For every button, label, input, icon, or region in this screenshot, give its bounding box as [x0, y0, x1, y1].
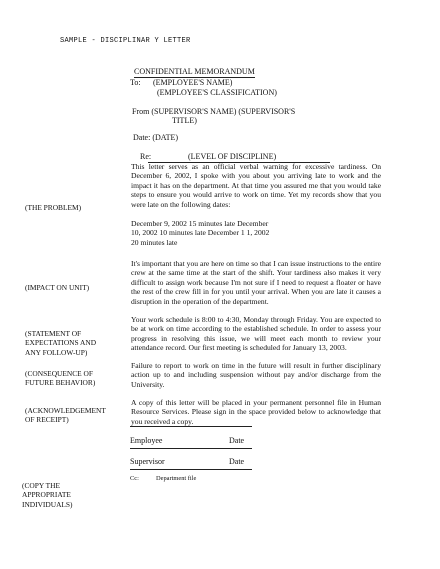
memo-title: CONFIDENTIAL MEMORANDUM	[134, 67, 255, 76]
paragraph-problem: This letter serves as an official verbal warning for excessive tardiness. On December 6, 2002, I spoke with you about you arriving late to work and the impact it has on the department. At that time you assured me that you would take steps to ensure you would arrive to work on time. Yet my records show that you were late on the following dates:	[131, 162, 381, 209]
cc-label: Cc:	[130, 475, 139, 482]
document-header: SAMPLE - DISCIPLINAR Y LETTER	[60, 37, 191, 45]
cc-value: Department file	[156, 475, 197, 482]
label-statement: (STATEMENT OF EXPECTATIONS AND ANY FOLLOW-UP)	[25, 329, 97, 357]
to-classification: (EMPLOYEE'S CLASSIFICATION)	[157, 88, 277, 97]
signature-line-top	[130, 426, 252, 427]
label-acknowledgement: (ACKNOWLEDGEMENT OF RECEIPT)	[25, 406, 106, 425]
signature-line-employee	[130, 448, 252, 449]
paragraph-consequence: Failure to report to work on time in the future will result in further disciplinary action up to and including suspension without pay and/or discharge from the University.	[131, 361, 381, 389]
supervisor-label: Supervisor	[130, 457, 165, 466]
to-label: To:	[130, 78, 141, 87]
paragraph-impact: It's important that you are here on time so that I can issue instructions to the entire crew at the same time at the start of the shift. Your tardiness also makes it very difficult to assign work because I'm not sure if I need to request a floater or have the rest of the crew fill in for you until your arrival. When you are late it causes a disruption in the operation of the department.	[131, 259, 381, 306]
late-dates: December 9, 2002 15 minutes late December 10, 2002 10 minutes late December 1 1, 2002 20 minutes late	[131, 219, 270, 247]
label-problem: (THE PROBLEM)	[25, 203, 82, 212]
paragraph-statement: Your work schedule is 8:00 to 4:30, Monday through Friday. You are expected to be at work on time according to the established schedule. In order to assess your progress in resolving this issue, we will meet each month to review your attendance record. Our first meeting is scheduled for January 13, 2003.	[131, 315, 381, 353]
label-consequence: (CONSEQUENCE OF FUTURE BEHAVIOR)	[25, 369, 96, 388]
re-label: Re:	[140, 152, 152, 161]
employee-label: Employee	[130, 436, 163, 445]
label-copy: (COPY THE APPROPRIATE INDIVIDUALS)	[22, 481, 73, 509]
from-title: TITLE)	[172, 116, 197, 125]
paragraph-acknowledgement: A copy of this letter will be placed in your permanent personnel file in Human Resource Services. Please sign in the space provided below to acknowledge that you received a copy.	[131, 398, 381, 426]
supervisor-date-label: Date	[229, 457, 245, 466]
memo-date: Date: (DATE)	[133, 133, 179, 142]
to-name: (EMPLOYEE'S NAME)	[153, 78, 233, 87]
employee-date-label: Date	[229, 436, 245, 445]
re-value: (LEVEL OF DISCIPLINE)	[188, 152, 277, 161]
from-line: From (SUPERVISOR'S NAME) (SUPERVISOR'S	[132, 107, 296, 116]
signature-line-supervisor	[130, 469, 252, 470]
label-impact: (IMPACT ON UNIT)	[25, 283, 90, 292]
